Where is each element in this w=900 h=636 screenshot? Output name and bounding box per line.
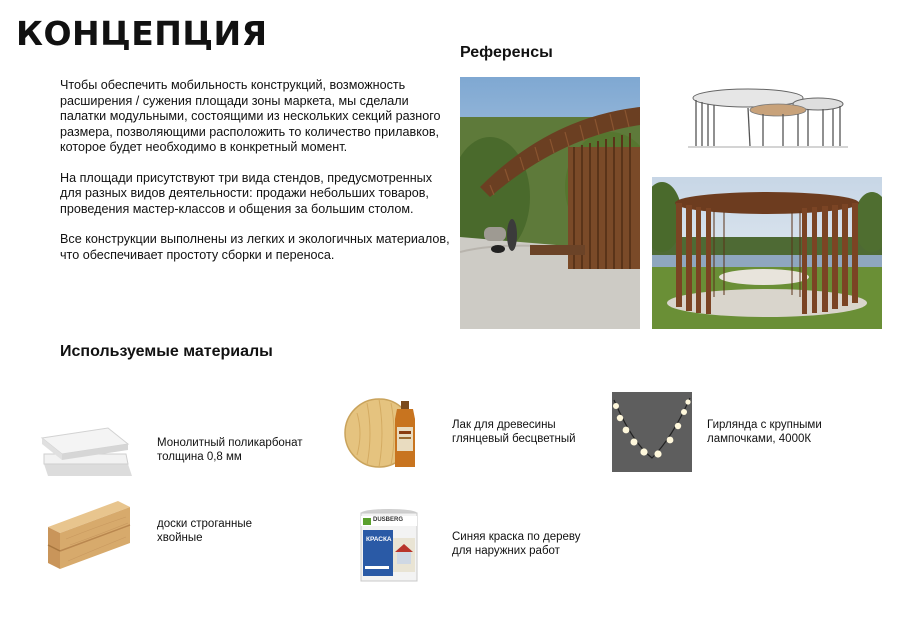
wooden-boards-image	[46, 499, 132, 571]
material-label-polycarbonate: Монолитный поликарбонат толщина 0,8 мм	[157, 437, 303, 463]
material-label-garland: Гирлянда с крупными лампочками, 4000К	[707, 419, 822, 445]
reference-photo-curved-pavilion	[460, 77, 640, 329]
reference-photo-canopy-sketch	[688, 84, 848, 154]
material-label-boards: доски строганные хвойные	[157, 518, 253, 544]
paint-can-image	[359, 508, 419, 584]
reference-photo-round-pavilion	[652, 177, 882, 329]
materials-heading: Используемые материалы	[60, 343, 273, 360]
varnish-image	[343, 393, 423, 473]
page-title: КОНЦЕПЦИЯ	[16, 14, 268, 53]
material-label-paint: Синяя краска по дереву для наружних работ	[452, 531, 581, 557]
references-heading: Референсы	[460, 44, 553, 61]
concept-paragraph-3: Все конструкции выполнены из легких и экологичных материалов, что обеспечивает простоту сборки и переноса.	[60, 232, 450, 262]
paint-brand-text: DUSBERG	[373, 517, 404, 523]
polycarbonate-image	[38, 414, 136, 480]
garland-image	[612, 392, 692, 472]
concept-text-block	[60, 78, 450, 278]
concept-paragraph-2: На площади присутствуют три вида стендов, предусмотренных для разных видов деятельности: продажи небольших товаров, проведения мастер-классов и общения за большим столом.	[60, 170, 433, 216]
paint-can-label: КРАСКА	[366, 536, 392, 543]
material-label-varnish: Лак для древесины глянцевый бесцветный	[452, 419, 576, 445]
concept-paragraph-1: Чтобы обеспечить мобильность конструкций, возможность расширения / сужения площади зоны маркета, мы сделали палатки модульными, состоящими из нескольких секций разного размера, позволяющими расположить то количество прилавков, которое будет необходимо в конкретный момент.	[60, 78, 441, 154]
